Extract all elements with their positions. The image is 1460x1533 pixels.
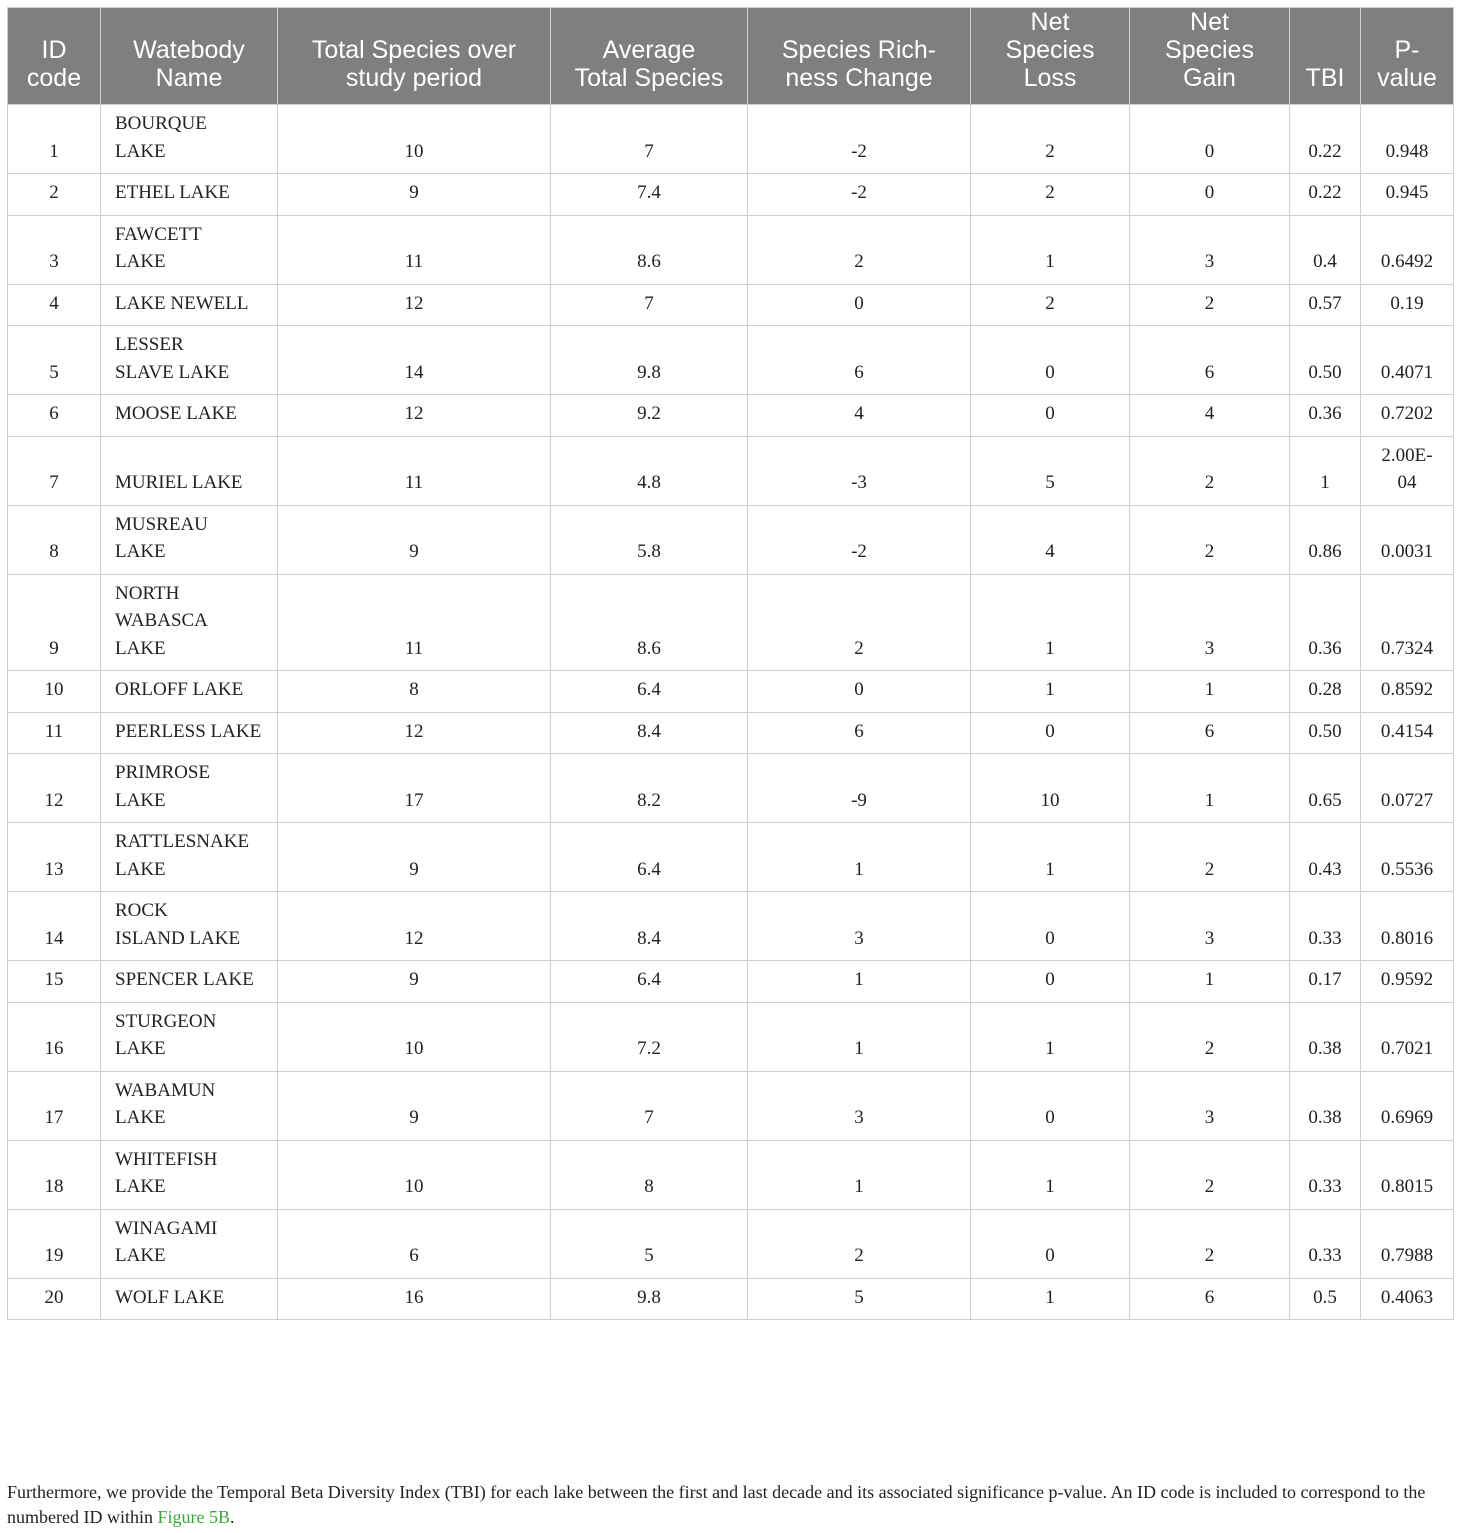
cell-net-gain: 1 xyxy=(1130,754,1290,823)
cell-id-code: 9 xyxy=(8,574,101,671)
cell-net-gain: 2 xyxy=(1130,1209,1290,1278)
cell-waterbody-name: ROCK ISLAND LAKE xyxy=(101,892,278,961)
caption-end: . xyxy=(229,1507,235,1527)
cell-waterbody-name: STURGEON LAKE xyxy=(101,1002,278,1071)
cell-total-species: 10 xyxy=(278,1140,551,1209)
cell-net-gain: 3 xyxy=(1130,574,1290,671)
cell-net-gain: 1 xyxy=(1130,961,1290,1003)
cell-p-value: 0.6492 xyxy=(1361,215,1454,284)
cell-tbi: 0.5 xyxy=(1290,1278,1361,1320)
cell-richness-change: 5 xyxy=(748,1278,971,1320)
cell-richness-change: 3 xyxy=(748,892,971,961)
table-row xyxy=(8,1071,1454,1140)
cell-p-value: 0.8592 xyxy=(1361,671,1454,713)
cell-id-code: 12 xyxy=(8,754,101,823)
lake-species-table xyxy=(7,7,1454,1320)
cell-total-species: 11 xyxy=(278,574,551,671)
cell-net-gain: 2 xyxy=(1130,1140,1290,1209)
cell-tbi: 0.33 xyxy=(1290,1140,1361,1209)
cell-net-loss: 2 xyxy=(971,284,1130,326)
col-header-net-gain: Net Species Gain xyxy=(1130,8,1290,105)
table-row xyxy=(8,505,1454,574)
cell-richness-change: 0 xyxy=(748,284,971,326)
cell-average-total-species: 7.4 xyxy=(551,174,748,216)
cell-total-species: 9 xyxy=(278,505,551,574)
cell-net-gain: 0 xyxy=(1130,105,1290,174)
cell-net-gain: 2 xyxy=(1130,505,1290,574)
cell-net-loss: 1 xyxy=(971,823,1130,892)
cell-average-total-species: 7 xyxy=(551,105,748,174)
cell-p-value: 0.7324 xyxy=(1361,574,1454,671)
cell-waterbody-name: MUSREAU LAKE xyxy=(101,505,278,574)
cell-average-total-species: 5.8 xyxy=(551,505,748,574)
cell-p-value: 0.948 xyxy=(1361,105,1454,174)
col-header-p-value: P- value xyxy=(1361,8,1454,105)
cell-average-total-species: 6.4 xyxy=(551,961,748,1003)
cell-id-code: 19 xyxy=(8,1209,101,1278)
cell-total-species: 9 xyxy=(278,1071,551,1140)
cell-tbi: 0.17 xyxy=(1290,961,1361,1003)
cell-net-gain: 6 xyxy=(1130,326,1290,395)
col-header-waterbody-name: Watebody Name xyxy=(101,8,278,105)
cell-net-gain: 2 xyxy=(1130,284,1290,326)
cell-waterbody-name: BOURQUE LAKE xyxy=(101,105,278,174)
cell-waterbody-name: LESSER SLAVE LAKE xyxy=(101,326,278,395)
cell-net-loss: 1 xyxy=(971,1002,1130,1071)
cell-total-species: 9 xyxy=(278,823,551,892)
cell-net-loss: 2 xyxy=(971,105,1130,174)
table-row xyxy=(8,961,1454,1003)
cell-total-species: 16 xyxy=(278,1278,551,1320)
cell-waterbody-name: RATTLESNAKE LAKE xyxy=(101,823,278,892)
cell-average-total-species: 8.6 xyxy=(551,574,748,671)
cell-average-total-species: 9.8 xyxy=(551,326,748,395)
cell-tbi: 0.33 xyxy=(1290,1209,1361,1278)
col-header-id-code: ID code xyxy=(8,8,101,105)
cell-waterbody-name: FAWCETT LAKE xyxy=(101,215,278,284)
col-header-total-species: Total Species over study period xyxy=(278,8,551,105)
cell-net-loss: 0 xyxy=(971,712,1130,754)
cell-net-loss: 1 xyxy=(971,1140,1130,1209)
cell-net-loss: 0 xyxy=(971,395,1130,437)
cell-total-species: 12 xyxy=(278,284,551,326)
cell-richness-change: 4 xyxy=(748,395,971,437)
table-row xyxy=(8,1209,1454,1278)
cell-total-species: 17 xyxy=(278,754,551,823)
table-row xyxy=(8,823,1454,892)
cell-tbi: 0.86 xyxy=(1290,505,1361,574)
cell-tbi: 0.22 xyxy=(1290,174,1361,216)
cell-waterbody-name: WHITEFISH LAKE xyxy=(101,1140,278,1209)
col-header-average-total-species: Average Total Species xyxy=(551,8,748,105)
cell-average-total-species: 6.4 xyxy=(551,823,748,892)
table-row xyxy=(8,1002,1454,1071)
cell-average-total-species: 8.4 xyxy=(551,892,748,961)
cell-net-loss: 1 xyxy=(971,215,1130,284)
cell-total-species: 12 xyxy=(278,395,551,437)
cell-tbi: 0.36 xyxy=(1290,574,1361,671)
cell-richness-change: 3 xyxy=(748,1071,971,1140)
cell-total-species: 9 xyxy=(278,961,551,1003)
cell-net-gain: 2 xyxy=(1130,1002,1290,1071)
cell-average-total-species: 9.2 xyxy=(551,395,748,437)
cell-richness-change: 1 xyxy=(748,1002,971,1071)
table-row xyxy=(8,671,1454,713)
cell-net-loss: 2 xyxy=(971,174,1130,216)
cell-net-gain: 3 xyxy=(1130,1071,1290,1140)
cell-total-species: 10 xyxy=(278,105,551,174)
cell-p-value: 0.19 xyxy=(1361,284,1454,326)
cell-net-gain: 0 xyxy=(1130,174,1290,216)
table-row xyxy=(8,892,1454,961)
cell-p-value: 0.4154 xyxy=(1361,712,1454,754)
cell-waterbody-name: WABAMUN LAKE xyxy=(101,1071,278,1140)
cell-id-code: 6 xyxy=(8,395,101,437)
cell-tbi: 0.4 xyxy=(1290,215,1361,284)
col-header-net-loss: Net Species Loss xyxy=(971,8,1130,105)
cell-richness-change: 1 xyxy=(748,823,971,892)
cell-p-value: 0.8016 xyxy=(1361,892,1454,961)
table-row xyxy=(8,712,1454,754)
cell-net-loss: 1 xyxy=(971,574,1130,671)
cell-tbi: 0.65 xyxy=(1290,754,1361,823)
cell-id-code: 18 xyxy=(8,1140,101,1209)
cell-tbi: 0.50 xyxy=(1290,712,1361,754)
cell-waterbody-name: NORTH WABASCA LAKE xyxy=(101,574,278,671)
cell-id-code: 15 xyxy=(8,961,101,1003)
cell-average-total-species: 4.8 xyxy=(551,436,748,505)
cell-net-loss: 1 xyxy=(971,671,1130,713)
cell-richness-change: 1 xyxy=(748,961,971,1003)
col-header-tbi: TBI xyxy=(1290,8,1361,105)
cell-total-species: 9 xyxy=(278,174,551,216)
header-row xyxy=(8,8,1454,105)
cell-richness-change: 2 xyxy=(748,574,971,671)
cell-id-code: 14 xyxy=(8,892,101,961)
cell-net-gain: 4 xyxy=(1130,395,1290,437)
cell-richness-change: -9 xyxy=(748,754,971,823)
cell-p-value: 0.4071 xyxy=(1361,326,1454,395)
cell-p-value: 0.6969 xyxy=(1361,1071,1454,1140)
cell-tbi: 0.43 xyxy=(1290,823,1361,892)
cell-net-loss: 0 xyxy=(971,892,1130,961)
cell-p-value: 0.0727 xyxy=(1361,754,1454,823)
cell-id-code: 20 xyxy=(8,1278,101,1320)
cell-richness-change: 1 xyxy=(748,1140,971,1209)
cell-id-code: 7 xyxy=(8,436,101,505)
table-row xyxy=(8,574,1454,671)
cell-average-total-species: 6.4 xyxy=(551,671,748,713)
cell-waterbody-name: SPENCER LAKE xyxy=(101,961,278,1003)
cell-total-species: 12 xyxy=(278,712,551,754)
table-row xyxy=(8,1278,1454,1320)
cell-richness-change: -2 xyxy=(748,505,971,574)
cell-tbi: 0.50 xyxy=(1290,326,1361,395)
cell-tbi: 0.38 xyxy=(1290,1002,1361,1071)
cell-id-code: 5 xyxy=(8,326,101,395)
table-caption xyxy=(7,1480,1457,1530)
cell-richness-change: -2 xyxy=(748,174,971,216)
cell-total-species: 14 xyxy=(278,326,551,395)
cell-richness-change: 6 xyxy=(748,326,971,395)
cell-average-total-species: 9.8 xyxy=(551,1278,748,1320)
table-body xyxy=(8,105,1454,1320)
cell-net-gain: 2 xyxy=(1130,436,1290,505)
cell-p-value: 0.4063 xyxy=(1361,1278,1454,1320)
cell-tbi: 0.28 xyxy=(1290,671,1361,713)
cell-tbi: 0.36 xyxy=(1290,395,1361,437)
cell-p-value: 0.7988 xyxy=(1361,1209,1454,1278)
table-row xyxy=(8,326,1454,395)
cell-waterbody-name: MURIEL LAKE xyxy=(101,436,278,505)
cell-average-total-species: 7 xyxy=(551,1071,748,1140)
cell-waterbody-name: WINAGAMI LAKE xyxy=(101,1209,278,1278)
cell-waterbody-name: WOLF LAKE xyxy=(101,1278,278,1320)
cell-net-loss: 0 xyxy=(971,1071,1130,1140)
table-row xyxy=(8,215,1454,284)
cell-tbi: 0.38 xyxy=(1290,1071,1361,1140)
cell-net-gain: 1 xyxy=(1130,671,1290,713)
table-row xyxy=(8,105,1454,174)
cell-p-value: 0.7021 xyxy=(1361,1002,1454,1071)
cell-richness-change: 2 xyxy=(748,215,971,284)
cell-average-total-species: 7 xyxy=(551,284,748,326)
figure-5b-link[interactable]: Figure 5B xyxy=(157,1507,230,1527)
cell-net-loss: 5 xyxy=(971,436,1130,505)
col-header-richness-change: Species Rich- ness Change xyxy=(748,8,971,105)
cell-net-gain: 6 xyxy=(1130,712,1290,754)
cell-average-total-species: 8.2 xyxy=(551,754,748,823)
cell-id-code: 8 xyxy=(8,505,101,574)
table-row xyxy=(8,174,1454,216)
cell-net-loss: 0 xyxy=(971,961,1130,1003)
cell-tbi: 1 xyxy=(1290,436,1361,505)
cell-richness-change: -2 xyxy=(748,105,971,174)
cell-average-total-species: 5 xyxy=(551,1209,748,1278)
cell-id-code: 4 xyxy=(8,284,101,326)
cell-average-total-species: 7.2 xyxy=(551,1002,748,1071)
cell-p-value: 0.5536 xyxy=(1361,823,1454,892)
caption-text: Furthermore, we provide the Temporal Beta Diversity Index (TBI) for each lake between the first and last decade and its associated significance p-value. An ID code is included to correspond to the numbered ID within xyxy=(7,1482,1426,1527)
cell-id-code: 11 xyxy=(8,712,101,754)
table-row xyxy=(8,284,1454,326)
table-row xyxy=(8,395,1454,437)
cell-id-code: 16 xyxy=(8,1002,101,1071)
cell-total-species: 11 xyxy=(278,215,551,284)
cell-tbi: 0.57 xyxy=(1290,284,1361,326)
cell-p-value: 2.00E- 04 xyxy=(1361,436,1454,505)
cell-p-value: 0.0031 xyxy=(1361,505,1454,574)
cell-total-species: 8 xyxy=(278,671,551,713)
cell-net-loss: 10 xyxy=(971,754,1130,823)
cell-net-gain: 2 xyxy=(1130,823,1290,892)
cell-waterbody-name: LAKE NEWELL xyxy=(101,284,278,326)
cell-net-loss: 4 xyxy=(971,505,1130,574)
cell-average-total-species: 8 xyxy=(551,1140,748,1209)
cell-p-value: 0.9592 xyxy=(1361,961,1454,1003)
cell-waterbody-name: ETHEL LAKE xyxy=(101,174,278,216)
cell-id-code: 17 xyxy=(8,1071,101,1140)
table-row xyxy=(8,754,1454,823)
cell-waterbody-name: PEERLESS LAKE xyxy=(101,712,278,754)
cell-p-value: 0.7202 xyxy=(1361,395,1454,437)
cell-total-species: 11 xyxy=(278,436,551,505)
cell-richness-change: -3 xyxy=(748,436,971,505)
cell-total-species: 12 xyxy=(278,892,551,961)
cell-net-loss: 1 xyxy=(971,1278,1130,1320)
cell-net-loss: 0 xyxy=(971,326,1130,395)
cell-tbi: 0.33 xyxy=(1290,892,1361,961)
cell-richness-change: 0 xyxy=(748,671,971,713)
cell-id-code: 10 xyxy=(8,671,101,713)
cell-net-loss: 0 xyxy=(971,1209,1130,1278)
cell-waterbody-name: ORLOFF LAKE xyxy=(101,671,278,713)
table-row xyxy=(8,1140,1454,1209)
cell-total-species: 6 xyxy=(278,1209,551,1278)
cell-net-gain: 3 xyxy=(1130,215,1290,284)
table-container xyxy=(7,7,1453,1320)
cell-average-total-species: 8.4 xyxy=(551,712,748,754)
cell-average-total-species: 8.6 xyxy=(551,215,748,284)
table-row xyxy=(8,436,1454,505)
cell-total-species: 10 xyxy=(278,1002,551,1071)
cell-id-code: 1 xyxy=(8,105,101,174)
cell-richness-change: 6 xyxy=(748,712,971,754)
cell-tbi: 0.22 xyxy=(1290,105,1361,174)
cell-net-gain: 3 xyxy=(1130,892,1290,961)
cell-p-value: 0.945 xyxy=(1361,174,1454,216)
cell-net-gain: 6 xyxy=(1130,1278,1290,1320)
cell-id-code: 2 xyxy=(8,174,101,216)
cell-id-code: 13 xyxy=(8,823,101,892)
cell-richness-change: 2 xyxy=(748,1209,971,1278)
cell-p-value: 0.8015 xyxy=(1361,1140,1454,1209)
cell-waterbody-name: PRIMROSE LAKE xyxy=(101,754,278,823)
cell-id-code: 3 xyxy=(8,215,101,284)
cell-waterbody-name: MOOSE LAKE xyxy=(101,395,278,437)
